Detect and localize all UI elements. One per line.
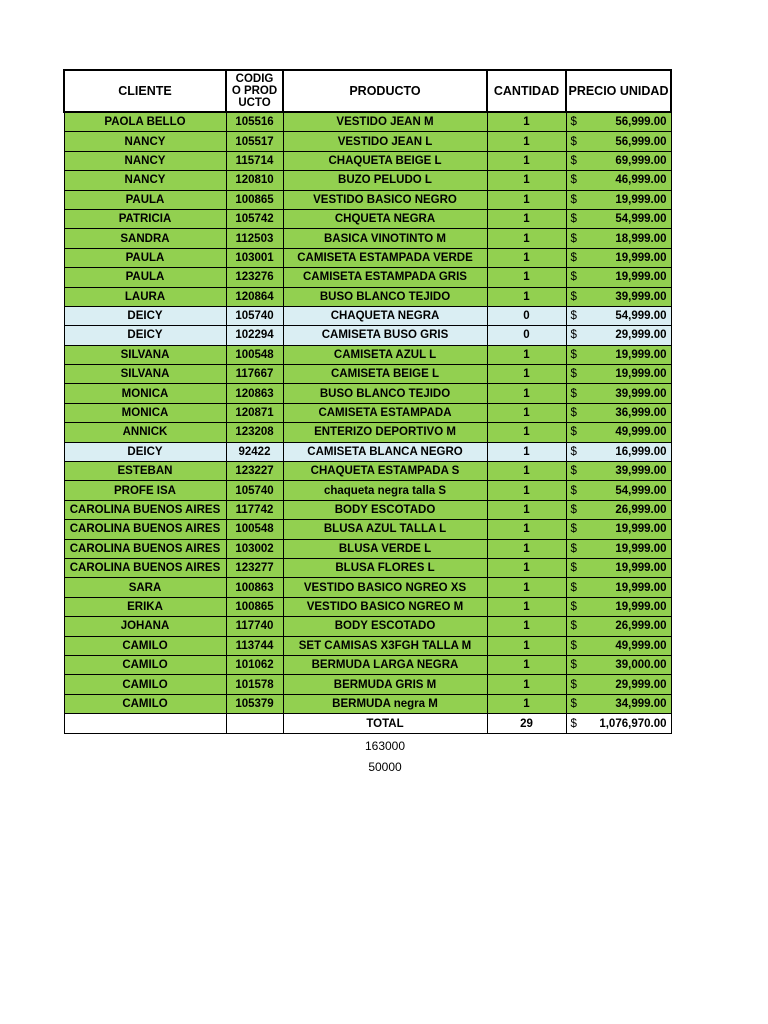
- table-row: [64, 171, 671, 190]
- precio-value: 19,999.00: [615, 251, 667, 264]
- cell-cliente[interactable]: PATRICIA: [64, 209, 226, 228]
- cell-cantidad[interactable]: 0: [487, 306, 566, 325]
- header-cliente[interactable]: CLIENTE: [64, 70, 226, 112]
- precio-value: 19,999.00: [615, 562, 667, 575]
- cell-precio[interactable]: [566, 675, 671, 694]
- cell-cliente[interactable]: NANCY: [64, 132, 226, 151]
- currency-symbol: $: [570, 193, 577, 206]
- precio-value: 56,999.00: [615, 135, 667, 148]
- currency-symbol: $: [570, 271, 577, 284]
- cell-cantidad[interactable]: 1: [487, 675, 566, 694]
- cell-cliente[interactable]: PROFE ISA: [64, 481, 226, 500]
- cell-cantidad[interactable]: 1: [487, 132, 566, 151]
- cell-producto[interactable]: VESTIDO BASICO NGREO XS: [283, 578, 487, 597]
- precio-value: 56,999.00: [615, 116, 667, 129]
- cell-cliente[interactable]: ESTEBAN: [64, 462, 226, 481]
- cell-precio[interactable]: [566, 578, 671, 597]
- cell-cliente[interactable]: CAROLINA BUENOS AIRES: [64, 539, 226, 558]
- cell-cantidad[interactable]: 1: [487, 365, 566, 384]
- table-row: [64, 694, 671, 713]
- cell-codigo[interactable]: 117740: [226, 617, 283, 636]
- table-row: [64, 209, 671, 228]
- total-empty-cell[interactable]: [226, 714, 283, 734]
- table-row: [64, 462, 671, 481]
- cell-producto[interactable]: CAMISETA AZUL L: [283, 345, 487, 364]
- table-row: [64, 617, 671, 636]
- cell-cantidad[interactable]: 1: [487, 597, 566, 616]
- table-row: [64, 655, 671, 674]
- table-row: [64, 597, 671, 616]
- currency-symbol: $: [570, 251, 577, 264]
- currency-symbol: $: [570, 465, 577, 478]
- currency-symbol: $: [570, 504, 577, 516]
- currency-symbol: $: [570, 348, 577, 361]
- cell-precio[interactable]: [566, 520, 671, 539]
- table-row: [64, 675, 671, 694]
- precio-value: 19,999.00: [615, 523, 667, 536]
- cell-cliente[interactable]: PAULA: [64, 190, 226, 209]
- cell-cantidad[interactable]: 1: [487, 248, 566, 267]
- total-empty-cell[interactable]: [64, 714, 226, 734]
- precio-value: 54,999.00: [615, 310, 667, 323]
- cell-codigo[interactable]: 105516: [226, 112, 283, 132]
- cell-producto[interactable]: BODY ESCOTADO: [283, 617, 487, 636]
- precio-value: 54,999.00: [615, 484, 667, 497]
- cell-producto[interactable]: VESTIDO JEAN M: [283, 112, 487, 132]
- precio-value: 39,999.00: [615, 465, 667, 478]
- cell-cantidad[interactable]: 1: [487, 636, 566, 655]
- cell-codigo[interactable]: 120864: [226, 287, 283, 306]
- cell-producto[interactable]: BERMUDA LARGA NEGRA: [283, 655, 487, 674]
- table-row: [64, 229, 671, 248]
- cell-cantidad[interactable]: 1: [487, 345, 566, 364]
- cell-cantidad[interactable]: 1: [487, 384, 566, 403]
- cell-precio[interactable]: [566, 229, 671, 248]
- table-body: [64, 112, 671, 714]
- cell-cantidad[interactable]: 1: [487, 268, 566, 287]
- note-value[interactable]: 50000: [368, 760, 402, 774]
- cell-cliente[interactable]: CAROLINA BUENOS AIRES: [64, 558, 226, 577]
- cell-codigo[interactable]: 102294: [226, 326, 283, 345]
- cell-cantidad[interactable]: 1: [487, 500, 566, 519]
- cell-cliente[interactable]: SANDRA: [64, 229, 226, 248]
- cell-producto[interactable]: BLUSA FLORES L: [283, 558, 487, 577]
- table-row: [64, 442, 671, 461]
- header-precio[interactable]: PRECIO UNIDAD: [566, 70, 671, 112]
- cell-cantidad[interactable]: 1: [487, 403, 566, 422]
- total-precio-cell[interactable]: [566, 714, 671, 734]
- currency-symbol: $: [570, 581, 577, 594]
- cell-precio[interactable]: [566, 190, 671, 209]
- cell-cliente[interactable]: SILVANA: [64, 345, 226, 364]
- table-row: [64, 287, 671, 306]
- precio-value: 39,000.00: [615, 659, 667, 672]
- cell-precio[interactable]: [566, 248, 671, 267]
- cell-codigo[interactable]: 123277: [226, 558, 283, 577]
- currency-symbol: $: [570, 697, 577, 710]
- precio-value: 19,999.00: [615, 542, 667, 555]
- cell-codigo[interactable]: 123276: [226, 268, 283, 287]
- cell-precio[interactable]: [566, 112, 671, 132]
- cell-cantidad[interactable]: 1: [487, 190, 566, 209]
- precio-value: 49,999.00: [615, 639, 667, 652]
- cell-producto[interactable]: CHAQUETA ESTAMPADA S: [283, 462, 487, 481]
- precio-value: 18,999.00: [615, 232, 667, 245]
- precio-value: 39,999.00: [615, 387, 667, 400]
- currency-symbol: $: [570, 639, 577, 652]
- cell-precio[interactable]: [566, 365, 671, 384]
- cell-cantidad[interactable]: 1: [487, 171, 566, 190]
- header-codigo[interactable]: [226, 70, 283, 112]
- cell-cantidad[interactable]: 1: [487, 655, 566, 674]
- cell-cantidad[interactable]: 1: [487, 694, 566, 713]
- cell-cliente[interactable]: CAMILO: [64, 636, 226, 655]
- cell-cliente[interactable]: CAMILO: [64, 655, 226, 674]
- cell-cantidad[interactable]: 1: [487, 442, 566, 461]
- table-row: [64, 268, 671, 287]
- currency-symbol: $: [570, 542, 577, 555]
- cell-precio[interactable]: [566, 694, 671, 713]
- precio-value: 19,999.00: [615, 348, 667, 361]
- cell-producto[interactable]: CHAQUETA BEIGE L: [283, 151, 487, 170]
- total-label[interactable]: TOTAL: [283, 714, 487, 734]
- cell-precio[interactable]: [566, 209, 671, 228]
- cell-producto[interactable]: BERMUDA negra M: [283, 694, 487, 713]
- currency-symbol: $: [570, 154, 577, 167]
- cell-codigo[interactable]: 123227: [226, 462, 283, 481]
- cell-cliente[interactable]: JOHANA: [64, 617, 226, 636]
- precio-value: 19,999.00: [615, 193, 667, 206]
- cell-codigo[interactable]: 117667: [226, 365, 283, 384]
- cell-producto[interactable]: BLUSA VERDE L: [283, 539, 487, 558]
- cell-precio[interactable]: [566, 384, 671, 403]
- cell-producto[interactable]: CAMISETA BUSO GRIS: [283, 326, 487, 345]
- precio-value: 16,999.00: [615, 445, 667, 458]
- currency-symbol: $: [570, 620, 577, 633]
- precio-value: 26,999.00: [615, 504, 667, 516]
- cell-cliente[interactable]: DEICY: [64, 326, 226, 345]
- cell-cliente[interactable]: NANCY: [64, 171, 226, 190]
- cell-precio[interactable]: [566, 287, 671, 306]
- cell-producto[interactable]: CAMISETA ESTAMPADA GRIS: [283, 268, 487, 287]
- cell-cliente[interactable]: SILVANA: [64, 365, 226, 384]
- cell-precio[interactable]: [566, 558, 671, 577]
- table-row: [64, 500, 671, 519]
- precio-value: 39,999.00: [615, 290, 667, 303]
- total-cantidad[interactable]: 29: [487, 714, 566, 734]
- cell-producto[interactable]: BLUSA AZUL TALLA L: [283, 520, 487, 539]
- table-row: [64, 423, 671, 442]
- cell-precio[interactable]: [566, 326, 671, 345]
- cell-cantidad[interactable]: 1: [487, 229, 566, 248]
- cell-cantidad[interactable]: 1: [487, 112, 566, 132]
- cell-precio[interactable]: [566, 423, 671, 442]
- cell-codigo[interactable]: 115714: [226, 151, 283, 170]
- cell-cliente[interactable]: ERIKA: [64, 597, 226, 616]
- table-row: [64, 132, 671, 151]
- precio-value: 29,999.00: [615, 329, 667, 342]
- table-row: [64, 365, 671, 384]
- header-cantidad[interactable]: CANTIDAD: [487, 70, 566, 112]
- cell-precio[interactable]: [566, 481, 671, 500]
- sales-table: [63, 69, 672, 734]
- cell-producto[interactable]: VESTIDO JEAN L: [283, 132, 487, 151]
- table-row: [64, 578, 671, 597]
- currency-symbol: $: [570, 445, 577, 458]
- precio-value: 69,999.00: [615, 154, 667, 167]
- cell-cantidad[interactable]: 1: [487, 462, 566, 481]
- cell-codigo[interactable]: 103002: [226, 539, 283, 558]
- currency-symbol: $: [570, 329, 577, 342]
- cell-codigo[interactable]: 117742: [226, 500, 283, 519]
- total-row: [64, 714, 671, 734]
- cell-cliente[interactable]: CAMILO: [64, 694, 226, 713]
- currency-symbol: $: [570, 174, 577, 187]
- cell-precio[interactable]: [566, 132, 671, 151]
- cell-producto[interactable]: SET CAMISAS X3FGH TALLA M: [283, 636, 487, 655]
- cell-codigo[interactable]: 100865: [226, 597, 283, 616]
- precio-value: 54,999.00: [615, 213, 667, 226]
- currency-symbol: $: [570, 213, 577, 226]
- cell-cliente[interactable]: LAURA: [64, 287, 226, 306]
- cell-cantidad[interactable]: 1: [487, 520, 566, 539]
- cell-producto[interactable]: CHQUETA NEGRA: [283, 209, 487, 228]
- cell-producto[interactable]: BODY ESCOTADO: [283, 500, 487, 519]
- cell-codigo[interactable]: 120871: [226, 403, 283, 422]
- cell-cliente[interactable]: DEICY: [64, 306, 226, 325]
- header-codigo-label: CODIGO PRODUCTO: [231, 73, 278, 109]
- precio-value: 29,999.00: [615, 678, 667, 691]
- currency-symbol: $: [570, 135, 577, 148]
- cell-codigo[interactable]: 103001: [226, 248, 283, 267]
- currency-symbol: $: [570, 426, 577, 439]
- currency-symbol: $: [570, 659, 577, 672]
- cell-producto[interactable]: CAMISETA ESTAMPADA VERDE: [283, 248, 487, 267]
- cell-precio[interactable]: [566, 268, 671, 287]
- cell-codigo[interactable]: 100548: [226, 345, 283, 364]
- cell-cliente[interactable]: CAROLINA BUENOS AIRES: [64, 500, 226, 519]
- cell-codigo[interactable]: 100865: [226, 190, 283, 209]
- precio-value: 26,999.00: [615, 620, 667, 633]
- currency-symbol: $: [570, 232, 577, 245]
- cell-producto[interactable]: CAMISETA BEIGE L: [283, 365, 487, 384]
- header-row: [64, 70, 671, 112]
- cell-precio[interactable]: [566, 345, 671, 364]
- currency-symbol: $: [570, 290, 577, 303]
- cell-precio[interactable]: [566, 306, 671, 325]
- cell-cantidad[interactable]: 1: [487, 423, 566, 442]
- cell-codigo[interactable]: 100548: [226, 520, 283, 539]
- table-row: [64, 112, 671, 132]
- cell-codigo[interactable]: 105517: [226, 132, 283, 151]
- precio-value: 19,999.00: [615, 581, 667, 594]
- cell-cliente[interactable]: DEICY: [64, 442, 226, 461]
- precio-value: 49,999.00: [615, 426, 667, 439]
- table-row: [64, 558, 671, 577]
- currency-symbol: $: [570, 387, 577, 400]
- cell-precio[interactable]: [566, 403, 671, 422]
- cell-producto[interactable]: VESTIDO BASICO NGREO M: [283, 597, 487, 616]
- note-value[interactable]: 163000: [364, 739, 406, 753]
- table-row: [64, 306, 671, 325]
- cell-producto[interactable]: CAMISETA BLANCA NEGRO: [283, 442, 487, 461]
- cell-cantidad[interactable]: 1: [487, 558, 566, 577]
- cell-precio[interactable]: [566, 597, 671, 616]
- cell-cliente[interactable]: MONICA: [64, 403, 226, 422]
- cell-precio[interactable]: [566, 539, 671, 558]
- total-precio: 1,076,970.00: [599, 717, 667, 730]
- precio-value: 36,999.00: [615, 407, 667, 420]
- table-row: [64, 384, 671, 403]
- precio-value: 34,999.00: [615, 697, 667, 710]
- cell-producto[interactable]: chaqueta negra talla S: [283, 481, 487, 500]
- cell-cliente[interactable]: PAULA: [64, 248, 226, 267]
- cell-codigo[interactable]: 100863: [226, 578, 283, 597]
- cell-cantidad[interactable]: 0: [487, 326, 566, 345]
- currency-symbol: $: [570, 523, 577, 536]
- cell-producto[interactable]: ENTERIZO DEPORTIVO M: [283, 423, 487, 442]
- cell-cliente[interactable]: ANNICK: [64, 423, 226, 442]
- table-row: [64, 151, 671, 170]
- cell-cliente[interactable]: MONICA: [64, 384, 226, 403]
- cell-precio[interactable]: [566, 442, 671, 461]
- currency-symbol: $: [570, 717, 577, 730]
- cell-codigo[interactable]: 105742: [226, 209, 283, 228]
- currency-symbol: $: [570, 678, 577, 691]
- cell-precio[interactable]: [566, 171, 671, 190]
- cell-cliente[interactable]: PAULA: [64, 268, 226, 287]
- currency-symbol: $: [570, 310, 577, 323]
- cell-cantidad[interactable]: 1: [487, 209, 566, 228]
- precio-value: 19,999.00: [615, 271, 667, 284]
- cell-cliente[interactable]: CAROLINA BUENOS AIRES: [64, 520, 226, 539]
- currency-symbol: $: [570, 368, 577, 381]
- table-row: [64, 345, 671, 364]
- cell-cliente[interactable]: NANCY: [64, 151, 226, 170]
- cell-producto[interactable]: BUSO BLANCO TEJIDO: [283, 287, 487, 306]
- cell-cliente[interactable]: PAOLA BELLO: [64, 112, 226, 132]
- cell-codigo[interactable]: 113744: [226, 636, 283, 655]
- cell-cantidad[interactable]: 1: [487, 617, 566, 636]
- cell-producto[interactable]: BASICA VINOTINTO M: [283, 229, 487, 248]
- cell-producto[interactable]: BUSO BLANCO TEJIDO: [283, 384, 487, 403]
- currency-symbol: $: [570, 116, 577, 129]
- cell-precio[interactable]: [566, 617, 671, 636]
- cell-precio[interactable]: [566, 636, 671, 655]
- header-producto[interactable]: PRODUCTO: [283, 70, 487, 112]
- cell-codigo[interactable]: 120863: [226, 384, 283, 403]
- cell-precio[interactable]: [566, 462, 671, 481]
- table-row: [64, 326, 671, 345]
- currency-symbol: $: [570, 562, 577, 575]
- cell-cantidad[interactable]: 1: [487, 287, 566, 306]
- table-row: [64, 481, 671, 500]
- cell-codigo[interactable]: 101062: [226, 655, 283, 674]
- cell-codigo[interactable]: 105740: [226, 306, 283, 325]
- table-row: [64, 190, 671, 209]
- table-row: [64, 539, 671, 558]
- cell-codigo[interactable]: 105379: [226, 694, 283, 713]
- cell-codigo[interactable]: 101578: [226, 675, 283, 694]
- cell-precio[interactable]: [566, 655, 671, 674]
- table-row: [64, 248, 671, 267]
- cell-codigo[interactable]: 92422: [226, 442, 283, 461]
- cell-producto[interactable]: BUZO PELUDO L: [283, 171, 487, 190]
- cell-producto[interactable]: CHAQUETA NEGRA: [283, 306, 487, 325]
- cell-codigo[interactable]: 120810: [226, 171, 283, 190]
- cell-producto[interactable]: BERMUDA GRIS M: [283, 675, 487, 694]
- cell-producto[interactable]: CAMISETA ESTAMPADA: [283, 403, 487, 422]
- cell-precio[interactable]: [566, 151, 671, 170]
- cell-codigo[interactable]: 105740: [226, 481, 283, 500]
- cell-codigo[interactable]: 112503: [226, 229, 283, 248]
- cell-producto[interactable]: VESTIDO BASICO NEGRO: [283, 190, 487, 209]
- currency-symbol: $: [570, 600, 577, 613]
- precio-value: 46,999.00: [615, 174, 667, 187]
- precio-value: 19,999.00: [615, 368, 667, 381]
- precio-value: 19,999.00: [615, 600, 667, 613]
- cell-cliente[interactable]: CAMILO: [64, 675, 226, 694]
- cell-cantidad[interactable]: 1: [487, 539, 566, 558]
- table-row: [64, 636, 671, 655]
- cell-cantidad[interactable]: 1: [487, 578, 566, 597]
- cell-cliente[interactable]: SARA: [64, 578, 226, 597]
- table-row: [64, 403, 671, 422]
- cell-cantidad[interactable]: 1: [487, 151, 566, 170]
- currency-symbol: $: [570, 484, 577, 497]
- table-row: [64, 520, 671, 539]
- currency-symbol: $: [570, 407, 577, 420]
- cell-precio[interactable]: [566, 500, 671, 519]
- cell-cantidad[interactable]: 1: [487, 481, 566, 500]
- cell-codigo[interactable]: 123208: [226, 423, 283, 442]
